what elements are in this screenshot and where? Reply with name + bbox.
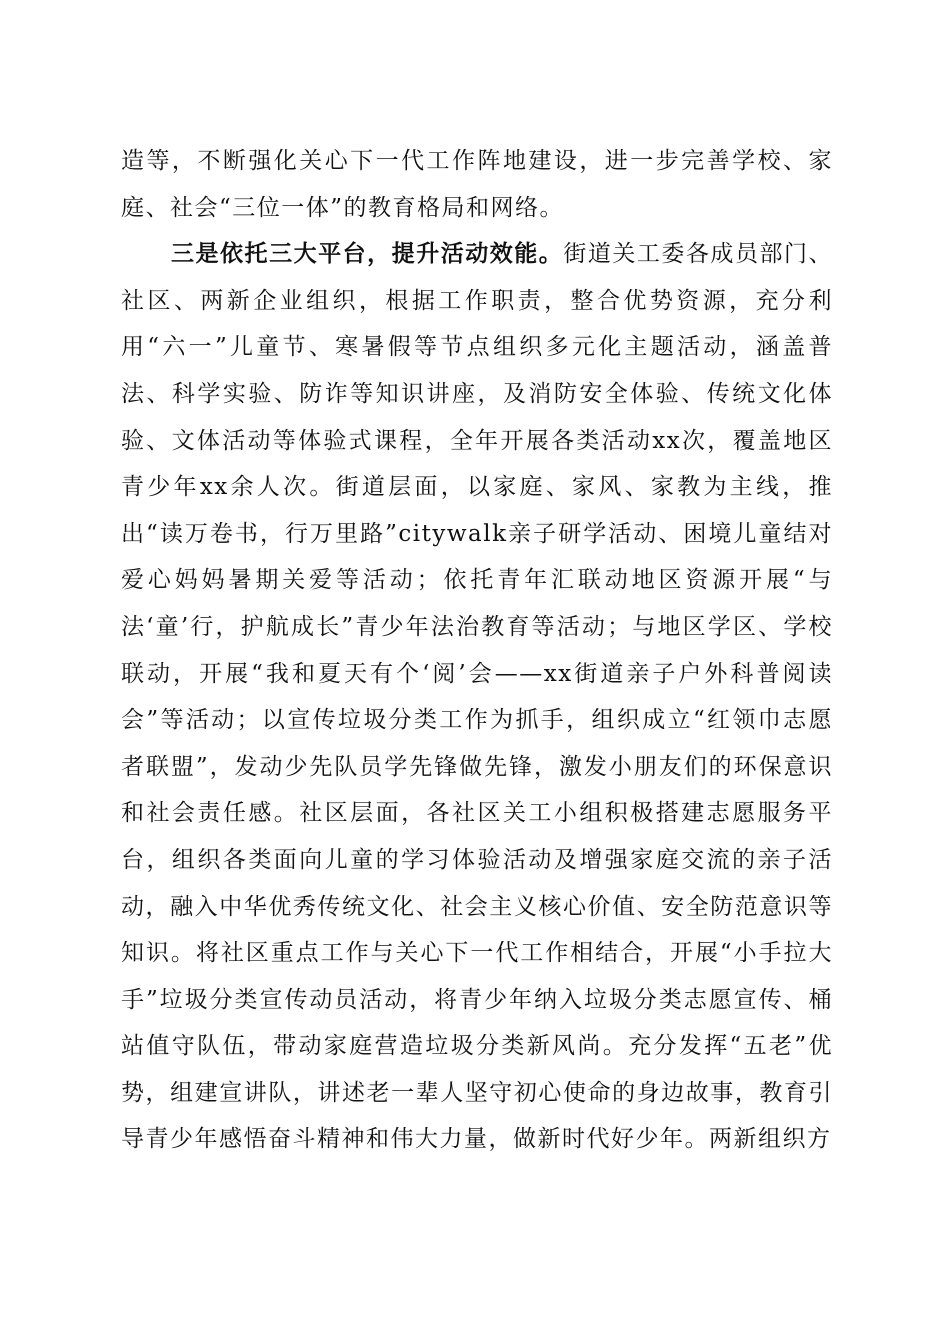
paragraph-text: 街道关工委各成员部门、社区、两新企业组织，根据工作职责，整合优势资源，充分利用“六一”儿童节、寒暑假等节点组织多元化主题活动，涵盖普法、科学实验、防诈等知识讲座，及消防安全体验、传统文化体验、文体活动等体验式课程，全年开展各类活动xx次，覆盖地区青少年xx余人次。街道层面，以家庭、家风、家教为主线，推出“读万卷书，行万里路”citywalk亲子研学活动、困境儿童结对爱心妈妈暑期关爱等活动；依托青年汇联动地区资源开展“与法‘童’行，护航成长”青少年法治教育等活动；与地区学区、学校联动，开展“我和夏天有个‘阅’会——xx街道亲子户外科普阅读会”等活动；以宣传垃圾分类工作为抓手，组织成立“红领巾志愿者联盟”，发动少先队员学先锋做先锋，激发小朋友们的环保意识和社会责任感。社区层面，各社区关工小组积极搭建志愿服务平台，组织各类面向儿童的学习体验活动及增强家庭交流的亲子活动，融入中华优秀传统文化、社会主义核心价值、安全防范意识等知识。将社区重点工作与关心下一代工作相结合，开展“小手拉大手”垃圾分类宣传动员活动，将青少年纳入垃圾分类志愿宣传、桶站值守队伍，带动家庭营造垃圾分类新风尚。充分发挥“五老”优势，组建宣讲队，讲述老一辈人坚守初心使命的身边故事，教育引导青少年感悟奋斗精神和伟大力量，做新时代好少年。两新组织方 bbox=[121, 241, 834, 1153]
paragraph-continuation bbox=[121, 138, 833, 231]
paragraph-text: 造等，不断强化关心下一代工作阵地建设，进一步完善学校、家庭、社会“三位一体”的教育格局和网络。 bbox=[121, 148, 833, 221]
paragraph-lead-heading: 三是依托三大平台，提升活动效能。 bbox=[171, 240, 564, 268]
paragraph-third-platform bbox=[121, 231, 833, 1163]
document-body bbox=[121, 138, 833, 1163]
